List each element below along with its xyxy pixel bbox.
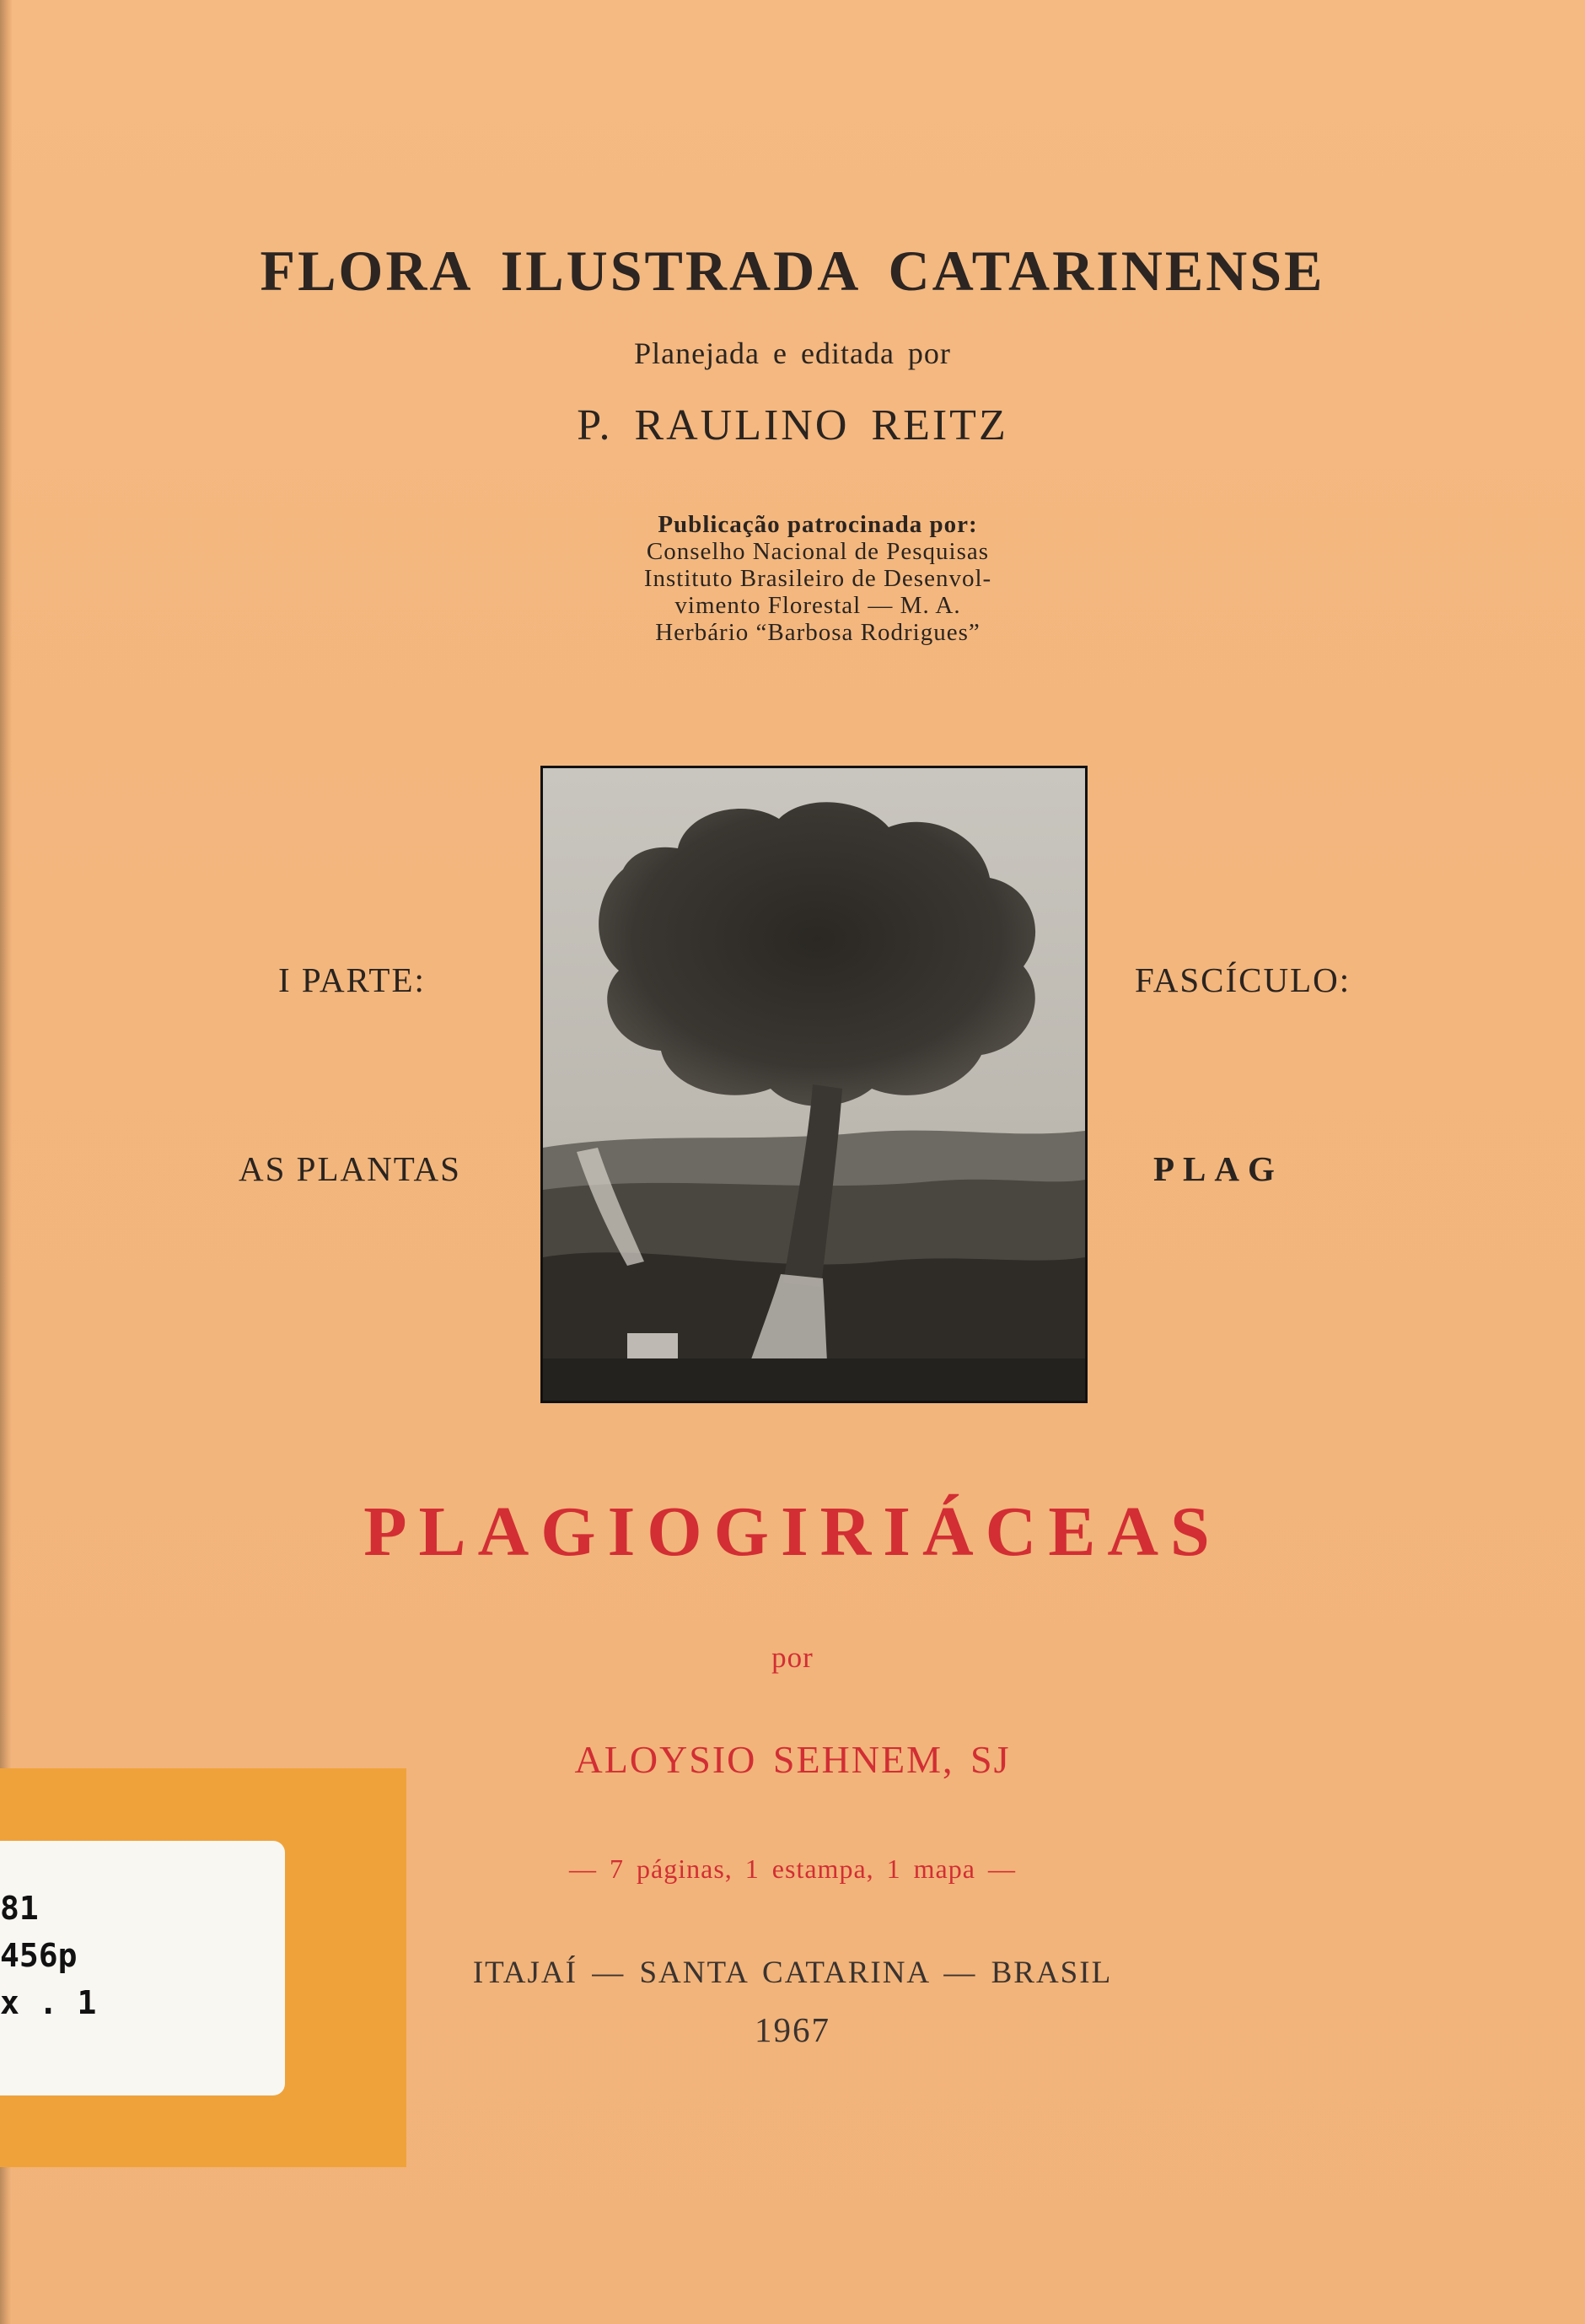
pages-info: — 7 páginas, 1 estampa, 1 mapa —: [569, 1853, 1016, 1884]
sponsor-line: vimento Florestal — M. A.: [674, 592, 961, 619]
fascicle-label: FASCÍCULO:: [1135, 960, 1351, 999]
sponsor-heading: Publicação patrocinada por:: [658, 511, 978, 538]
series-title: FLORA ILUSTRADA CATARINENSE: [260, 239, 1325, 303]
part-label: I PARTE:: [278, 960, 426, 999]
sponsor-block: [582, 511, 1054, 646]
planned-by-text: Planejada e editada por: [634, 336, 951, 370]
sponsor-line: Instituto Brasileiro de Desenvol-: [643, 565, 992, 592]
fascicle-value: PLAG: [1153, 1149, 1283, 1188]
call-number-line: x . 1: [0, 1984, 97, 2021]
by-word: por: [771, 1641, 814, 1674]
publication-place: ITAJAÍ — SANTA CATARINA — BRASIL: [472, 1955, 1113, 1990]
call-number-line: 81: [0, 1890, 39, 1927]
sponsor-line: Herbário “Barbosa Rodrigues”: [655, 619, 981, 646]
publication-year: 1967: [755, 2010, 830, 2049]
tree-photograph: [540, 766, 1088, 1403]
main-title: PLAGIOGIRIÁCEAS: [363, 1493, 1222, 1571]
author-name: ALOYSIO SEHNEM, SJ: [574, 1738, 1011, 1781]
part-value: AS PLANTAS: [239, 1149, 461, 1188]
editor-name: P. RAULINO REITZ: [577, 401, 1008, 449]
sponsor-line: Conselho Nacional de Pesquisas: [646, 538, 990, 565]
call-number: [0, 1885, 96, 2026]
call-number-line: 456p: [0, 1937, 78, 1974]
